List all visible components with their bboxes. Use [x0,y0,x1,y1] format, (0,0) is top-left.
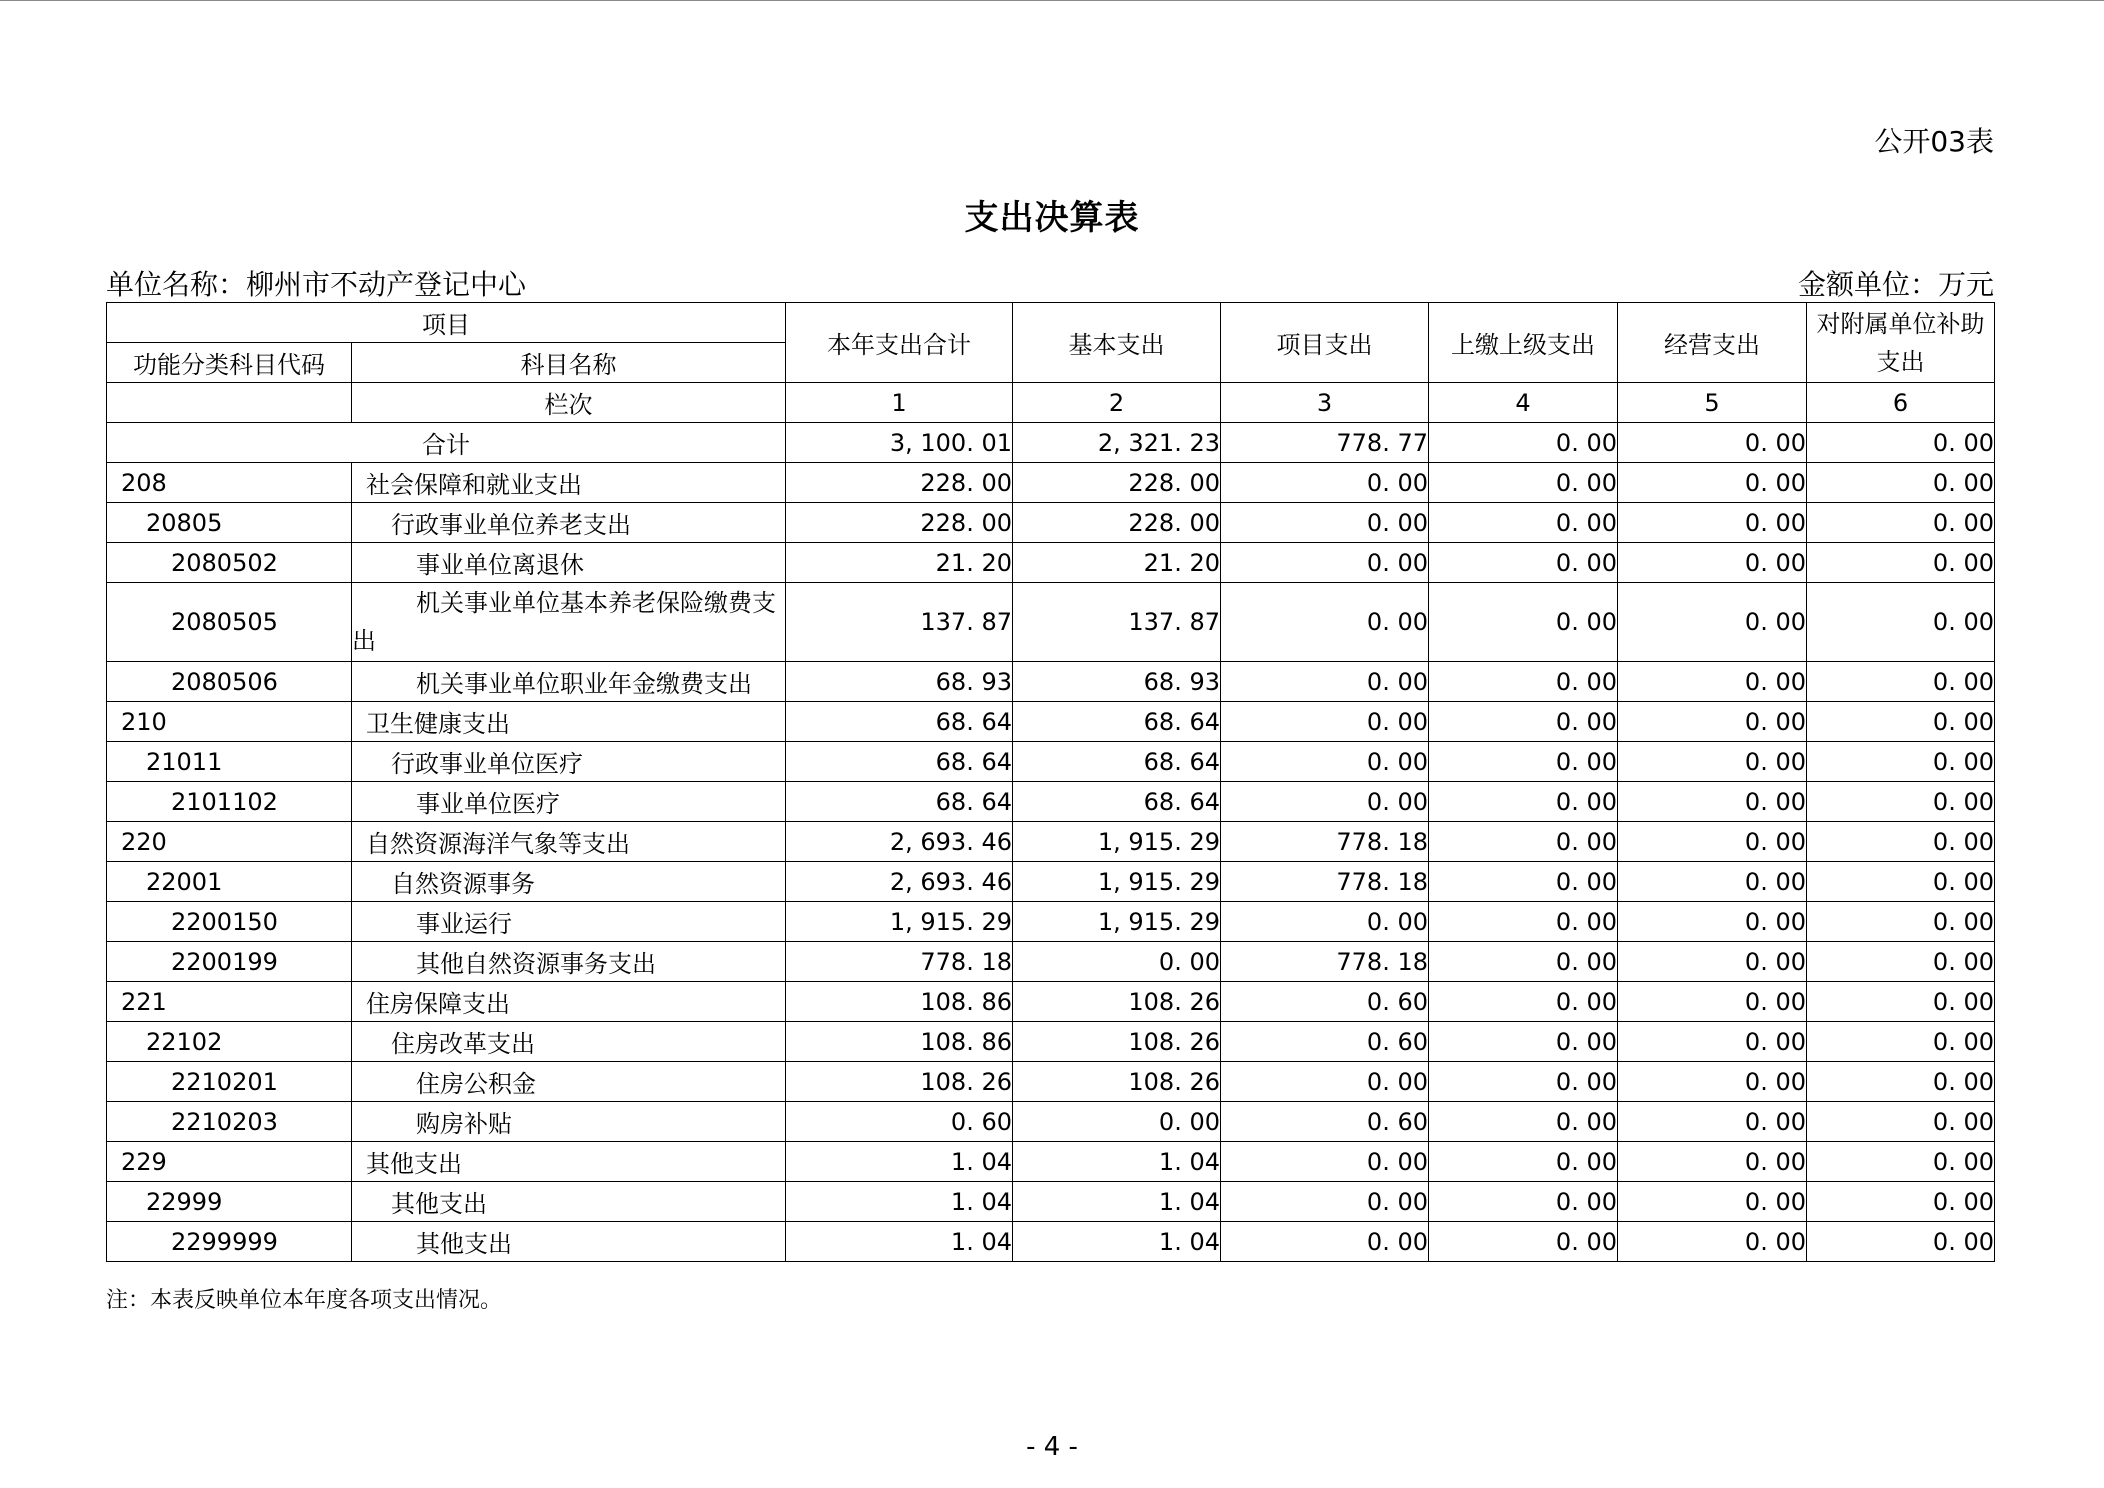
row-value: 1. 04 [1013,1142,1221,1182]
row-code: 2080505 [107,583,352,662]
table-row [107,463,1995,503]
row-value: 0. 00 [1807,822,1995,862]
row-name: 其他支出 [352,1142,786,1182]
row-name: 其他支出 [352,1222,786,1262]
table-row [107,942,1995,982]
row-value: 21. 20 [786,543,1013,583]
row-value: 0. 00 [1807,902,1995,942]
row-code: 221 [107,982,352,1022]
row-value: 0. 00 [1618,1182,1807,1222]
row-value: 0. 00 [1429,742,1618,782]
row-value: 228. 00 [786,463,1013,503]
amount-unit: 金额单位：万元 [1797,268,1994,301]
row-value: 228. 00 [786,503,1013,543]
row-value: 0. 00 [1429,1102,1618,1142]
row-code: 21011 [107,742,352,782]
row-value: 0. 00 [1429,543,1618,583]
row-code: 210 [107,702,352,742]
column-index-5: 5 [1618,383,1807,423]
row-value: 0. 00 [1807,1142,1995,1182]
row-name: 购房补贴 [352,1102,786,1142]
row-code: 2080506 [107,662,352,702]
total-value: 778. 77 [1221,423,1429,463]
row-name: 其他支出 [352,1182,786,1222]
header-project: 项目 [107,303,786,343]
column-index-row [107,383,1995,423]
column-index-label: 栏次 [352,383,786,423]
row-value: 0. 00 [1618,583,1807,662]
table-row [107,782,1995,822]
row-value: 0. 00 [1807,543,1995,583]
row-value: 108. 26 [1013,1022,1221,1062]
row-value: 0. 00 [1429,1222,1618,1262]
header-business: 经营支出 [1618,303,1807,383]
row-value: 0. 00 [1618,702,1807,742]
table-row [107,1062,1995,1102]
row-value: 0. 60 [1221,1102,1429,1142]
row-value: 1, 915. 29 [1013,822,1221,862]
row-value: 0. 00 [1807,503,1995,543]
row-value: 0. 00 [1429,503,1618,543]
row-name: 机关事业单位基本养老保险缴费支出 [352,583,786,662]
row-value: 0. 00 [1013,942,1221,982]
row-value: 0. 00 [1807,702,1995,742]
row-value: 1. 04 [1013,1222,1221,1262]
row-value: 0. 00 [1807,782,1995,822]
form-number: 公开03表 [1874,125,1994,158]
row-value: 0. 00 [1429,662,1618,702]
row-value: 1. 04 [786,1222,1013,1262]
expenditure-table [106,302,1995,1262]
row-value: 0. 60 [1221,982,1429,1022]
header-code: 功能分类科目代码 [107,343,352,383]
row-code: 220 [107,822,352,862]
row-value: 0. 00 [1807,862,1995,902]
row-value: 0. 00 [1618,942,1807,982]
row-name: 其他自然资源事务支出 [352,942,786,982]
table-row [107,702,1995,742]
row-value: 0. 00 [1618,662,1807,702]
total-value: 0. 00 [1807,423,1995,463]
row-name: 行政事业单位医疗 [352,742,786,782]
row-name: 住房公积金 [352,1062,786,1102]
row-value: 0. 00 [1221,702,1429,742]
row-name: 自然资源海洋气象等支出 [352,822,786,862]
table-row [107,822,1995,862]
row-code: 2101102 [107,782,352,822]
row-value: 778. 18 [1221,822,1429,862]
row-value: 0. 00 [1618,862,1807,902]
row-value: 778. 18 [1221,942,1429,982]
row-value: 0. 00 [1618,822,1807,862]
row-value: 137. 87 [786,583,1013,662]
header-row-1 [107,303,1995,343]
row-value: 108. 26 [786,1062,1013,1102]
table-row [107,1102,1995,1142]
row-value: 228. 00 [1013,503,1221,543]
row-value: 0. 00 [1618,1022,1807,1062]
row-value: 1, 915. 29 [1013,902,1221,942]
row-value: 0. 00 [1429,782,1618,822]
row-value: 228. 00 [1013,463,1221,503]
row-value: 0. 00 [1221,742,1429,782]
row-value: 0. 00 [1429,1142,1618,1182]
row-name: 卫生健康支出 [352,702,786,742]
table-row [107,862,1995,902]
row-value: 0. 00 [1429,463,1618,503]
row-value: 0. 00 [1221,1222,1429,1262]
row-value: 0. 00 [1221,1182,1429,1222]
row-name: 住房改革支出 [352,1022,786,1062]
row-value: 1. 04 [786,1142,1013,1182]
row-code: 22102 [107,1022,352,1062]
row-value: 0. 00 [1807,583,1995,662]
row-value: 0. 00 [1429,1182,1618,1222]
row-value: 68. 64 [1013,782,1221,822]
table-row [107,742,1995,782]
header-basic: 基本支出 [1013,303,1221,383]
column-index-1: 1 [786,383,1013,423]
total-value: 3, 100. 01 [786,423,1013,463]
row-value: 68. 93 [1013,662,1221,702]
row-value: 0. 00 [1429,702,1618,742]
row-code: 2200199 [107,942,352,982]
table-row [107,1182,1995,1222]
row-value: 0. 00 [1429,822,1618,862]
top-border-line [0,0,2104,1]
row-value: 0. 00 [1618,742,1807,782]
row-code: 2080502 [107,543,352,583]
row-value: 0. 00 [1807,1182,1995,1222]
row-value: 0. 00 [1221,902,1429,942]
table-row [107,662,1995,702]
row-value: 0. 00 [1429,862,1618,902]
row-value: 0. 00 [1221,782,1429,822]
row-value: 108. 86 [786,1022,1013,1062]
row-value: 0. 00 [1429,942,1618,982]
total-value: 2, 321. 23 [1013,423,1221,463]
total-value: 0. 00 [1429,423,1618,463]
row-value: 108. 26 [1013,982,1221,1022]
row-value: 0. 00 [1221,543,1429,583]
table-row [107,1022,1995,1062]
table-row [107,583,1995,662]
row-value: 0. 00 [1807,1222,1995,1262]
row-value: 2, 693. 46 [786,862,1013,902]
row-value: 0. 00 [1221,503,1429,543]
table-row [107,543,1995,583]
row-value: 68. 64 [786,742,1013,782]
row-value: 0. 00 [1429,1062,1618,1102]
row-value: 778. 18 [786,942,1013,982]
row-value: 108. 86 [786,982,1013,1022]
row-value: 1. 04 [1013,1182,1221,1222]
row-value: 0. 00 [1618,782,1807,822]
row-code: 229 [107,1142,352,1182]
row-code: 22001 [107,862,352,902]
row-value: 0. 00 [1807,1022,1995,1062]
table-row [107,902,1995,942]
row-value: 68. 64 [1013,702,1221,742]
total-label: 合计 [107,423,786,463]
total-value: 0. 00 [1618,423,1807,463]
row-value: 0. 00 [1807,1062,1995,1102]
row-value: 0. 00 [1807,1102,1995,1142]
header-subsidy: 对附属单位补助支出 [1807,303,1995,383]
row-value: 0. 00 [1807,742,1995,782]
header-total: 本年支出合计 [786,303,1013,383]
row-code: 2200150 [107,902,352,942]
page-number: - 4 - [1026,1432,1078,1462]
row-value: 0. 00 [1618,1102,1807,1142]
table-note: 注：本表反映单位本年度各项支出情况。 [106,1288,503,1313]
unit-name: 单位名称：柳州市不动产登记中心 [106,268,527,301]
row-name: 自然资源事务 [352,862,786,902]
row-value: 0. 00 [1013,1102,1221,1142]
row-value: 0. 00 [1221,662,1429,702]
column-index-3: 3 [1221,383,1429,423]
row-value: 778. 18 [1221,862,1429,902]
row-name: 行政事业单位养老支出 [352,503,786,543]
row-value: 0. 00 [1429,1022,1618,1062]
row-value: 0. 00 [1221,463,1429,503]
header-upper: 上缴上级支出 [1429,303,1618,383]
row-value: 68. 64 [1013,742,1221,782]
table-row [107,1222,1995,1262]
row-value: 0. 00 [1807,942,1995,982]
row-value: 0. 00 [1429,583,1618,662]
row-value: 0. 00 [1618,1062,1807,1102]
row-value: 1, 915. 29 [1013,862,1221,902]
header-project-exp: 项目支出 [1221,303,1429,383]
row-value: 0. 00 [1221,1142,1429,1182]
row-value: 137. 87 [1013,583,1221,662]
column-index-4: 4 [1429,383,1618,423]
row-value: 0. 00 [1618,982,1807,1022]
row-value: 68. 64 [786,782,1013,822]
row-value: 0. 60 [786,1102,1013,1142]
row-code: 208 [107,463,352,503]
row-value: 0. 00 [1807,463,1995,503]
row-value: 1. 04 [786,1182,1013,1222]
column-index-2: 2 [1013,383,1221,423]
page-title: 支出决算表 [964,198,1140,238]
row-value: 0. 00 [1618,1142,1807,1182]
row-value: 0. 00 [1618,543,1807,583]
row-value: 0. 00 [1807,982,1995,1022]
row-name: 事业单位离退休 [352,543,786,583]
row-value: 0. 60 [1221,1022,1429,1062]
row-name: 事业单位医疗 [352,782,786,822]
table-row [107,982,1995,1022]
row-value: 2, 693. 46 [786,822,1013,862]
row-value: 0. 00 [1618,463,1807,503]
total-row [107,423,1995,463]
row-code: 2210201 [107,1062,352,1102]
row-value: 68. 64 [786,702,1013,742]
column-index-blank [107,383,352,423]
row-value: 108. 26 [1013,1062,1221,1102]
row-name: 社会保障和就业支出 [352,463,786,503]
row-value: 21. 20 [1013,543,1221,583]
row-value: 68. 93 [786,662,1013,702]
row-name: 住房保障支出 [352,982,786,1022]
row-value: 0. 00 [1429,902,1618,942]
row-name: 事业运行 [352,902,786,942]
row-value: 0. 00 [1221,583,1429,662]
row-value: 0. 00 [1429,982,1618,1022]
column-index-6: 6 [1807,383,1995,423]
row-name: 机关事业单位职业年金缴费支出 [352,662,786,702]
row-value: 0. 00 [1618,503,1807,543]
row-value: 1, 915. 29 [786,902,1013,942]
row-value: 0. 00 [1618,1222,1807,1262]
row-code: 22999 [107,1182,352,1222]
row-value: 0. 00 [1807,662,1995,702]
table-row [107,1142,1995,1182]
table-row [107,503,1995,543]
row-code: 2299999 [107,1222,352,1262]
row-code: 2210203 [107,1102,352,1142]
expenditure-table-container [106,302,1994,1262]
header-name: 科目名称 [352,343,786,383]
row-code: 20805 [107,503,352,543]
row-value: 0. 00 [1221,1062,1429,1102]
row-value: 0. 00 [1618,902,1807,942]
